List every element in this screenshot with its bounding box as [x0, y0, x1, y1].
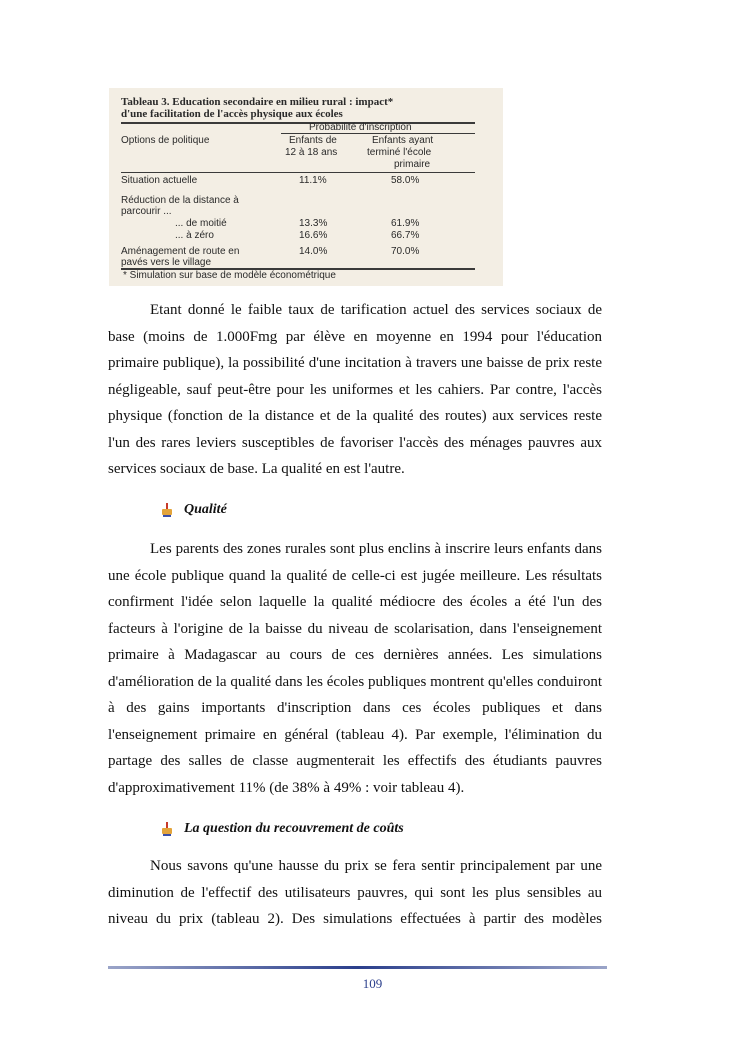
table-row-label: ... de moitié [175, 218, 227, 229]
table-cell: 13.3% [299, 218, 328, 229]
table-col1-line1: Enfants de [289, 135, 337, 146]
table-col-options: Options de politique [121, 135, 210, 146]
table-cell: 11.1% [299, 175, 327, 186]
table-cell: 70.0% [391, 246, 420, 257]
heading-recouvrement [160, 821, 404, 837]
paragraph-3-text: Nous savons qu'une hausse du prix se fera sentir principalement par une diminution de l'effectif des utilisateurs pauvres, qui sont les plus sensibles au niveau du prix (tableau 2). Des simulations effectuées à partir des modèles [108, 858, 602, 927]
hand-pointer-bullet-icon [160, 822, 174, 836]
table-row-label: pavés vers le village [121, 257, 212, 268]
hand-pointer-bullet-icon [160, 503, 174, 517]
table-cell: 58.0% [391, 175, 420, 186]
table-footnote: * Simulation sur base de modèle économétrique [123, 270, 336, 281]
table-row-label: Aménagement de route en [121, 246, 240, 257]
table-col2-line3: primaire [394, 159, 431, 170]
heading-qualite [160, 502, 227, 518]
table-row-label: Réduction de la distance à [121, 195, 239, 206]
table-row-label: parcourir ... [121, 206, 172, 217]
table-top-rule [121, 122, 475, 124]
table-title-line2: d'une facilitation de l'accès physique aux écoles [121, 108, 343, 120]
table-scan-image [109, 88, 503, 286]
table-cell: 66.7% [391, 230, 420, 241]
table-col2-line2: terminé l'école [367, 147, 432, 158]
table-prob-header: Probabilité d'inscription [309, 122, 412, 133]
table-cell: 61.9% [391, 218, 420, 229]
paragraph-2-text: Les parents des zones rurales sont plus enclins à inscrire leurs enfants dans une école publique quand la qualité de celle-ci est jugée meilleure. Les résultats confirment l'idée selon laquelle la qualité médiocre des écoles a été l'un des facteurs à l'origine de la baisse du niveau de scolarisation, dans l'enseignement primaire à Madagascar au cours de ces dernières années. Les simulations d'amélioration de la qualité dans les écoles publiques montrent qu'elles conduiront à des gains importants d'inscription dans ces écoles publiques et dans l'enseignement primaire en général (tableau 4). Par exemple, l'élimination du partage des salles de classe augmenterait les effectifs des étudiants pauvres d'approximativement 11% (de 38% à 49% : voir tableau 4). [108, 541, 602, 796]
paragraph-1-text: Etant donné le faible taux de tarification actuel des services sociaux de base (moins de 1.000Fmg par élève en moyenne en 1994 pour l'éducation primaire publique), la possibilité d'une incitation à travers une baisse de prix reste négligeable, sauf peut-être pour les uniformes et les cahiers. Par contre, l'accès physique (fonction de la distance et de la qualité des routes) aux services reste l'un des rares leviers susceptibles de favoriser l'accès des ménages pauvres aux services sociaux de base. La qualité en est l'autre. [108, 302, 602, 477]
table-col1-line2: 12 à 18 ans [285, 147, 338, 158]
table-row-label: ... à zéro [175, 230, 214, 241]
table-col2-line1: Enfants ayant [372, 135, 434, 146]
paragraph-1 [108, 297, 602, 483]
table-cell: 14.0% [299, 246, 328, 257]
footer-rule [108, 966, 607, 969]
table-title-line1: Tableau 3. Education secondaire en milieu rural : impact* [121, 96, 394, 108]
table-header-rule [121, 172, 475, 173]
heading-qualite-text: Qualité [184, 502, 227, 517]
paragraph-3 [108, 853, 602, 933]
page-number: 109 [362, 976, 383, 991]
table-prob-rule [281, 133, 475, 134]
heading-recouvrement-text: La question du recouvrement de coûts [184, 821, 404, 836]
table-row-label: Situation actuelle [121, 175, 198, 186]
paragraph-2 [108, 536, 602, 801]
table-cell: 16.6% [299, 230, 328, 241]
